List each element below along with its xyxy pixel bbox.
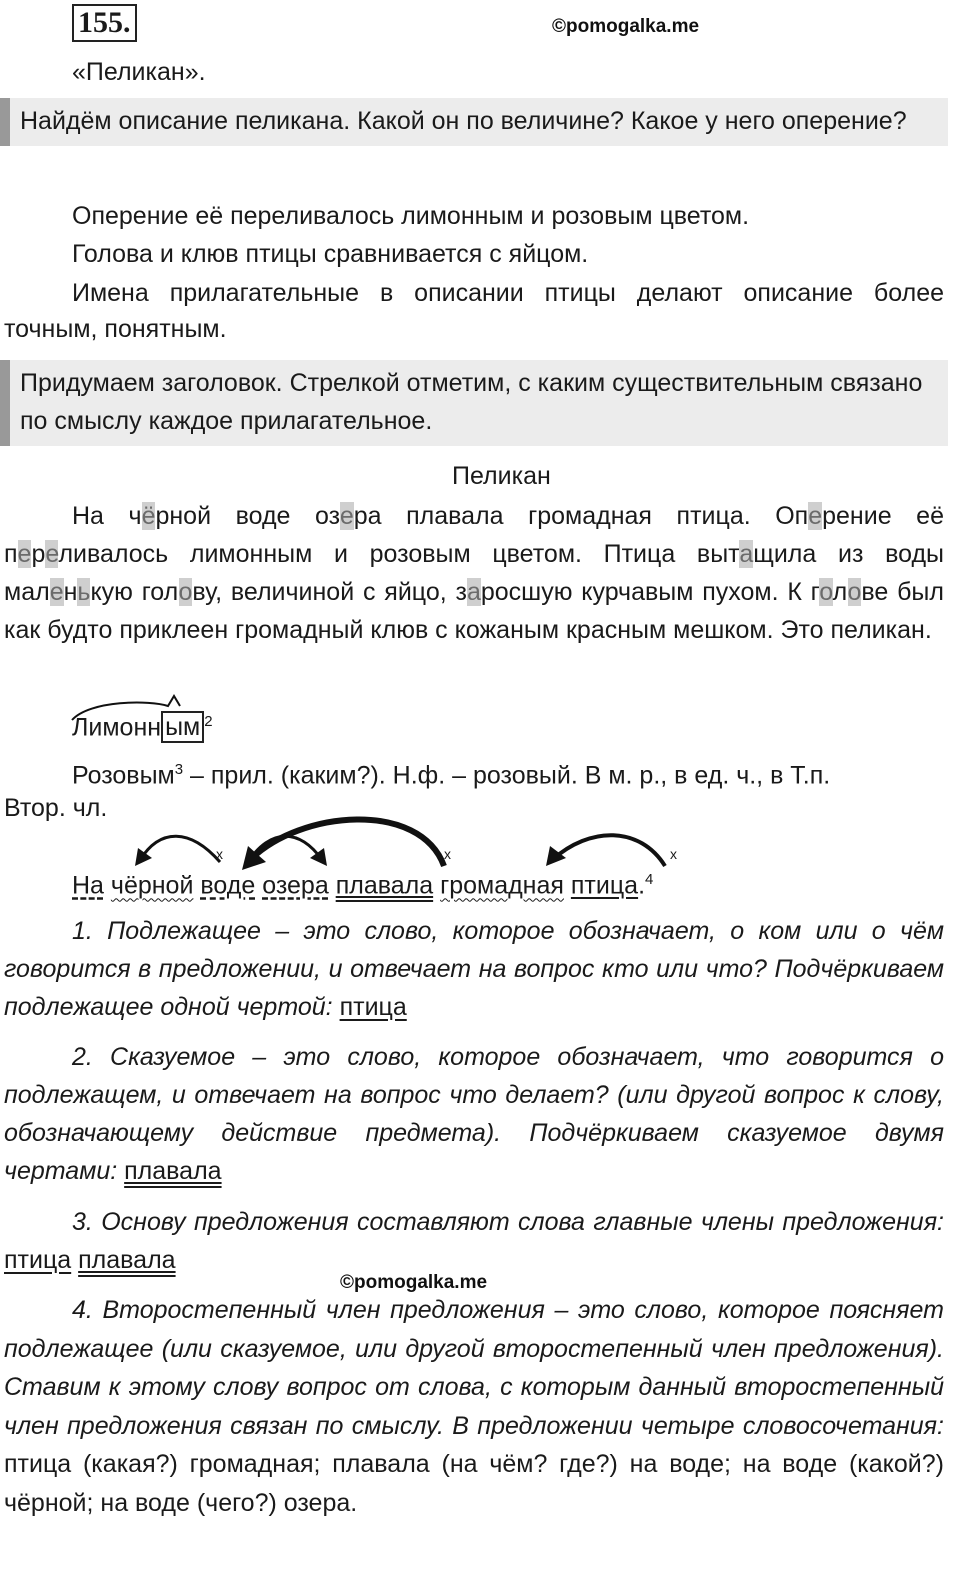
note-3-word-1: птица [4,1246,72,1274]
word-plavala: плавала [335,871,434,900]
text-title: «Пеликан». [72,58,206,86]
note-2 [4,1038,944,1190]
word-ptitsa: птица [570,871,639,900]
parse-mark-3: 3 [174,761,184,778]
parse-mark-2: 2 [204,713,213,730]
note-1-text: 1. Подлежащее – это слово, которое обозначает, о ком или о чём говорится в предложении, и отвечает на вопрос кто или что? Подчёркиваем подлежащее одной чертой: [4,917,944,1021]
answer-1: Оперение её переливалось лимонным и розовым цветом. [72,202,750,230]
watermark-top: ©pomogalka.me [552,16,700,37]
story-text: На чёрной воде озера плавала громадная птица. Оперение её переливалось лимонным и розовым цветом. Птица вытащила из воды маленькую голову, величиной с яйцо, заросшую курчавым пухом. К голове был как будто приклеен громадный клюв с кожаным красным мешком. Это пеликан. [4,502,944,644]
watermark-middle: ©pomogalka.me [340,1272,488,1293]
sentence-end: . [638,871,646,900]
note-3-word-2: плавала [78,1246,176,1274]
parse-mark-4: 4 [645,871,654,888]
note-4-text: 4. Второстепенный член предложения – это слово, которое поясняет подлежащее (или сказуемое, или другой второстепенный член предложения). Ставим к этому слову вопрос от слова, с которым данный второстепенный член предложения связан по смыслу. В предложении четыре словосочетания: [4,1296,944,1440]
word-chernoy: чёрной [110,871,194,900]
answer-2: Голова и клюв птицы сравнивается с яйцом. [72,240,589,268]
note-1-word: птица [339,993,407,1021]
word-ozera: озера [262,871,329,900]
mark-x-3: x [670,846,677,862]
parsed-sentence [72,862,653,903]
morph-parse-text: – прил. (каким?). Н.ф. – розовый. В м. р., в ед. ч., в Т.п. [183,761,831,790]
note-4 [4,1291,944,1522]
word-ending: ым [161,711,204,743]
note-2-text: 2. Сказуемое – это слово, которое обозначает, что говорится о подлежащем, и отвечает на вопрос что делает? (или другой вопрос к слову, обозначающему действие предмета). Подчёркиваем сказуемое двумя чертами: [4,1043,944,1185]
note-2-word: плавала [124,1157,222,1185]
note-3-text: 3. Основу предложения составляют слова главные члены предложения: [72,1208,944,1236]
word-stem: Лимонн [72,713,162,742]
note-1 [4,912,944,1026]
note-4-phrases: птица (какая?) громадная; плавала (на чём? где?) на воде; на воде (какой?) чёрной; на воде (чего?) озера. [4,1450,944,1517]
word-vode: воде [200,871,256,900]
word-gromadnaya: громадная [440,871,564,900]
task-box-1: Найдём описание пеликана. Какой он по величине? Какое у него оперение? [0,98,948,146]
morph-parse-line-2: Втор. чл. [4,794,108,822]
answer-3: Имена прилагательные в описании птицы делают описание более точным, понятным. [4,279,944,343]
arrow-1 [140,836,220,862]
stem-arc [72,696,180,720]
word-rozovym: Розовым [72,761,175,790]
note-3 [4,1203,944,1279]
exercise-number: 155. [72,4,137,42]
mark-x-1: x [216,846,223,862]
task-box-2: Придумаем заголовок. Стрелкой отметим, с каким существительным связано по смыслу каждое прилагательное. [0,360,948,446]
mark-x-2: x [444,846,451,862]
word-na: На [72,871,104,900]
story-title: Пеликан [452,462,551,490]
arrow-3 [250,819,444,866]
